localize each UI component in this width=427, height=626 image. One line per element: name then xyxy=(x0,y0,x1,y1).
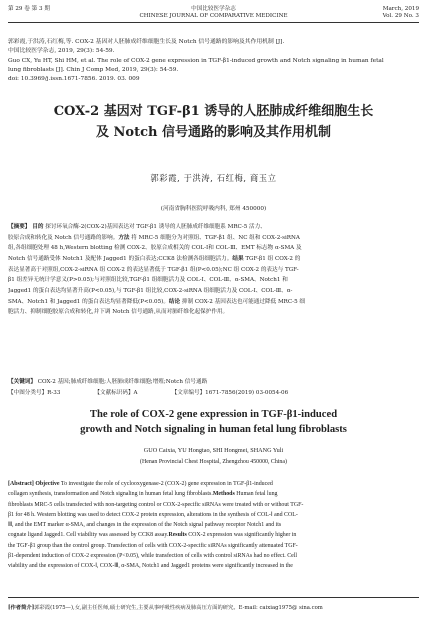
title-line: COX-2 基因对 TGF-β1 诱导的人胚肺成纤维细胞生长 xyxy=(53,104,374,119)
abstract-zh xyxy=(8,222,419,318)
abstract-line xyxy=(8,233,419,244)
abstract-text: 抑制 COX-2 基因表达也可能通过降低 MRC-5 细 xyxy=(180,298,305,305)
abstract-text: β1-dependent induction of COX-2 expression (P<0.05), while transfection of cells with control siRNAs had no effect. Cell xyxy=(8,553,298,560)
title-line: The role of COX-2 gene expression in TGF-β1-induced xyxy=(89,409,338,420)
abstract-text: cognate ligand Jagged1. Cell viability was assessed by CCK8 assay. xyxy=(8,532,169,539)
keywords-text: COX-2 基因;肺成纤维细胞;人胚肺成纤维细胞;增殖;Notch 信号通路 xyxy=(35,379,208,385)
abstract-line xyxy=(8,222,419,233)
abstract-text: 组,各组细胞处理 48 h,Western blotting 检测 COX-2、胶原合成相关的 COL-Ⅰ和 COL-Ⅲ、EMT 标志物 α-SMA 及 xyxy=(8,245,302,252)
clc-number: 【中图分类号】R-33 xyxy=(8,390,61,396)
abstract-line xyxy=(8,520,419,530)
citation-line: 郭彩霞,于洪涛,石红梅,等. COX-2 基因对人胚肺成纤维细胞生长及 Notch 信号通路的影响及其作用机制 [J]. xyxy=(8,39,285,45)
document-code: 【文献标识码】A xyxy=(94,390,138,396)
classification-zh xyxy=(8,388,419,396)
abstract-line xyxy=(8,254,419,265)
abstract-line xyxy=(8,489,419,499)
volume-number: Vol. 29 No. 3 xyxy=(382,12,419,19)
abstract-line xyxy=(8,530,419,540)
abstract-line xyxy=(8,307,419,318)
keywords-label: 【关键词】 xyxy=(8,379,36,385)
journal-name-zh: 中国比较医学杂志 xyxy=(191,6,236,12)
abstract-line xyxy=(8,500,419,510)
abstract-text: viability and the expression of COX-Ⅰ, COX-Ⅲ, α-SMA, Notch1 and Jagged1 proteins were significantly increased in the xyxy=(8,563,293,570)
article-title-en xyxy=(10,407,417,438)
journal-name xyxy=(8,6,419,19)
abstract-line xyxy=(8,243,419,254)
keywords-zh xyxy=(8,377,419,385)
title-line: growth and Notch signaling in human fetal lung fibroblasts xyxy=(80,424,347,436)
abstract-section-label: Results xyxy=(168,532,187,539)
running-header xyxy=(8,4,419,23)
abstract-text: 将 MRC-5 细胞分为对照组、TGF-β1 组、NC 组和 COX-2-siRNA xyxy=(129,234,300,241)
abstract-line xyxy=(8,275,419,286)
abstract-section-label: 【摘要】 目的 xyxy=(8,224,44,230)
abstract-section-label: 方法 xyxy=(118,234,130,241)
abstract-line xyxy=(8,297,419,308)
abstract-text: fibroblasts MRC-5 cells transfected with non-targeting control or COX-2-specific siRNAs were treated with or without TGF- xyxy=(8,501,304,508)
footnote-label: [作者简介] xyxy=(8,605,35,611)
abstract-section-label: Methods xyxy=(212,491,235,498)
abstract-text: SMA、Notch1 和 Jagged1 的蛋白表达均显著降低(P<0.05)。 xyxy=(8,298,169,305)
abstract-text: 胞活力、抑制细胞胶原合成和转化,并下调 Notch 信号通路,从而对肺纤维化起保护作用。 xyxy=(8,309,229,316)
article-number: 【文章编号】1671-7856(2019) 03-0054-06 xyxy=(171,390,289,396)
abstract-text: Ⅲ, and the EMT marker α-SMA, and changes in the expression of the Notch signal pathway receptor Notch1 and its xyxy=(8,522,282,529)
abstract-text: COX-2 expression was significantly higher in xyxy=(186,532,297,539)
abstract-text: Jagged1 的蛋白表达均显著升高(P<0.05),与 TGF-β1 组比较,COX-2-siRNA 组细胞活力及 COL-Ⅰ、COL-Ⅲ、α- xyxy=(8,287,293,294)
citation-line: lung fibroblasts [J]. Chin J Comp Med, 2019, 29(3): 54-59. xyxy=(8,66,179,73)
abstract-line xyxy=(8,541,419,551)
abstract-text: To investigate the role of cyclooxygenase-2 (COX-2) gene expression in TGF-β1-induced xyxy=(59,481,273,487)
abstract-line xyxy=(8,510,419,520)
abstract-line xyxy=(8,479,419,489)
volume-issue-zh: 第 29 卷 第 3 期 xyxy=(8,6,50,12)
abstract-line xyxy=(8,265,419,276)
abstract-text: 表达显著高于对照组,COX-2-siRNA 组 COX-2 的表达显著低于 TGF-β1 组(P<0.05);NC 组 COX-2 的表达与 TGF- xyxy=(8,266,299,273)
title-line: 及 Notch 信号通路的影响及其作用机制 xyxy=(96,124,331,140)
citation-line: Guo CX, Yu HT, Shi HM, et al. The role of COX-2 gene expression in TGF-β1-induced growth and Notch signaling in human fetal xyxy=(8,57,384,64)
abstract-text: the TGF-β1 group than the control group. Transfection of cells with COX-2-specific siRNAs significantly attenuated TGF- xyxy=(8,542,298,549)
publication-month: March, 2019 xyxy=(382,6,419,12)
affiliation-en: (Henan Provincial Chest Hospital, Zhengzhou 450000, China) xyxy=(140,459,287,465)
abstract-en xyxy=(8,479,419,572)
volume-issue-en xyxy=(383,6,419,19)
abstract-line xyxy=(8,561,419,571)
journal-name-en: CHINESE JOURNAL OF COMPARATIVE MEDICINE xyxy=(139,12,288,19)
affiliation-zh: (河南省胸科医院呼吸内科, 郑州 450000) xyxy=(160,206,267,212)
abstract-text: Notch 信号通路受体 Notch1 及配体 Jagged1 的蛋白表达;CCK8 法检测各组细胞活力。 xyxy=(8,255,233,262)
authors-en: GUO Caixia, YU Hongtao, SHI Hongmei, SHANG Yuli xyxy=(143,447,284,454)
author-footnote xyxy=(8,603,419,611)
doi-line[interactable]: doi: 10.3969/j.issn.1671-7856. 2019. 03. 009 xyxy=(8,76,140,83)
abstract-text: 探讨环氧合酶-2(COX-2)基因表达对 TGF-β1 诱导的人胚肺成纤维细胞系 MRC-5 活力、 xyxy=(43,224,266,230)
abstract-text: collagen synthesis, transformation and Notch signaling in human fetal lung fibroblasts. xyxy=(8,491,213,498)
authors-zh: 郭彩霞, 于洪涛, 石红梅, 商玉立 xyxy=(150,173,277,183)
abstract-text: 胶原合成和转化及 Notch 信号通路的影响。 xyxy=(8,234,119,241)
abstract-line xyxy=(8,286,419,297)
article-title-zh xyxy=(10,102,417,143)
abstract-text: β1 for 48 h. Western blotting was used to detect COX-2 protein expression, alterations in the synthesis of COL-Ⅰ and COL- xyxy=(8,511,298,518)
abstract-line xyxy=(8,551,419,561)
abstract-text: TGF-β1 组 COX-2 的 xyxy=(243,255,301,262)
footnote-text: 郭彩霞(1975—),女,副主任医师,硕士研究生,主要从事呼吸性疾病及肺高压方面的研究。E-mail: caixiag1975@ sina.com xyxy=(34,605,323,611)
footnote-divider xyxy=(8,597,419,598)
abstract-text: Human fetal lung xyxy=(234,491,278,498)
abstract-section-label: 结论 xyxy=(168,298,181,305)
abstract-section-label: [Abstract] Objective xyxy=(8,481,60,487)
citation-line: 中国比较医学杂志, 2019, 29(3): 54-59. xyxy=(8,48,115,55)
abstract-section-label: 结果 xyxy=(232,255,244,262)
abstract-text: β1 组差异无统计学意义(P>0.05);与对照组比较,TGF-β1 组细胞活力及 COL-Ⅰ、COL-Ⅲ、α-SMA、Notch1 和 xyxy=(8,277,288,284)
citation-block xyxy=(8,38,419,84)
